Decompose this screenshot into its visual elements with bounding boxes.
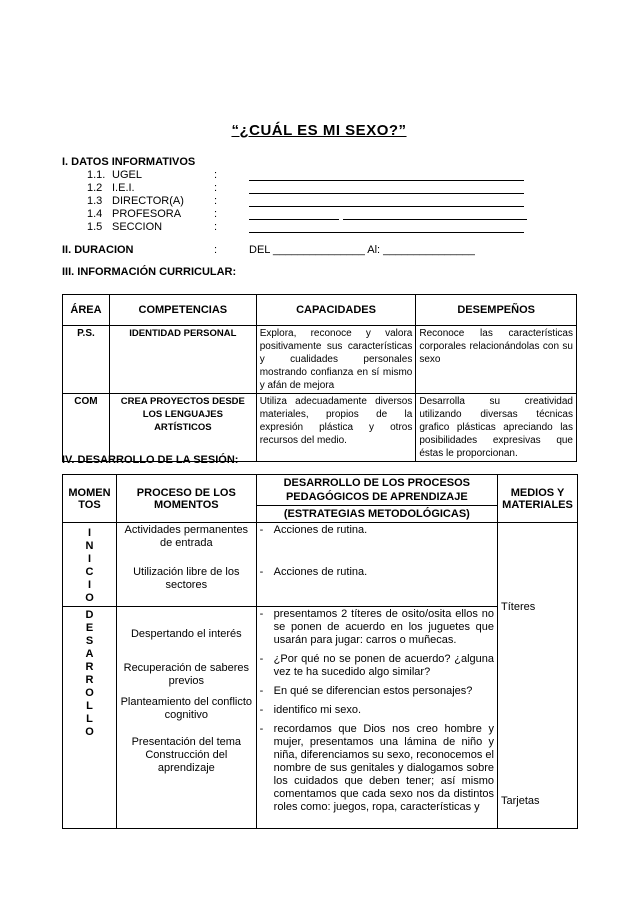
fill-line[interactable] (249, 208, 339, 220)
desc-text: En qué se diferencian estos personajes? (273, 685, 473, 697)
fill-line[interactable] (249, 195, 524, 207)
proceso-item: Utilización libre de los sectores (133, 566, 240, 591)
curricular-heading: III. INFORMACIÓN CURRICULAR: (62, 266, 237, 278)
proceso-item: Recuperación de saberes previos (123, 662, 249, 687)
desc-item: - identifico mi sexo. (259, 704, 362, 716)
proceso-item: Despertando el interés (130, 628, 242, 640)
letter: C (85, 566, 94, 578)
desempeno-cell: Desarrolla su creatividad utilizando diversas técnicas grafico plásticas apreciando las posibilidades expresivas que éstas le proporcionan. (416, 394, 577, 462)
competencia-cell: CREA PROYECTOS DESDE LOS LENGUAJES ARTÍSTICOS (109, 394, 256, 462)
info-label: PROFESORA (112, 208, 182, 220)
medio-item: Títeres (501, 601, 536, 613)
area-cell: COM (63, 394, 110, 462)
desc-text: presentamos 2 títeres de osito/osita ellos no se ponen de acuerdo en los juguetes que usarán para jugar: carros o muñecas. (273, 608, 494, 646)
desc-item: - recordamos que Dios nos creo hombre y mujer, presentamos una lámina de niño y niña, diferenciamos su sexo, reconocemos el nombre de sus genitales y dialogamos sobre los cuidados que deben tener; así mismo comentamos que cada sexo nos da distintos roles como: juegos, ropa, características y (259, 723, 494, 813)
desarrollo-label (63, 607, 117, 829)
letter: D (85, 609, 94, 621)
header-desarrollo-title: DESARROLLO DE LOS PROCESOS PEDAGÓGICOS DE APRENDIZAJE (283, 477, 471, 503)
page-title: “¿CUÁL ES MI SEXO?” (231, 122, 407, 139)
letter: S (85, 635, 94, 647)
table-row (63, 326, 577, 394)
fill-line[interactable] (249, 221, 524, 233)
desarrollo-header-row (63, 475, 578, 523)
letter: O (85, 687, 94, 699)
info-colon: : (214, 169, 218, 181)
desarrollo-heading: IV. DESARROLLO DE LA SESIÓN: (62, 454, 239, 466)
desc-text: identifico mi sexo. (273, 704, 362, 716)
letter: O (85, 726, 94, 738)
letter: I (87, 553, 92, 565)
letter: I (87, 527, 92, 539)
info-colon: : (214, 208, 218, 220)
letter: R (85, 674, 94, 686)
info-num: 1.1. (87, 169, 106, 181)
fill-line[interactable] (249, 169, 524, 181)
capacidad-cell: Explora, reconoce y valora positivamente sus características y cualidades personales mostrando confianza en sí mismo y afán de mejora (256, 326, 416, 394)
inicio-row (63, 523, 578, 607)
duracion-colon: : (214, 244, 218, 256)
duracion-row (62, 244, 542, 258)
header-desarrollo (256, 475, 497, 523)
header-medios: MEDIOS Y MATERIALES (498, 475, 578, 523)
proceso-item: Planteamiento del conflicto cognitivo (120, 696, 253, 721)
desc-text: ¿Por qué no se ponen de acuerdo? ¿alguna vez te ha sucedido algo similar? (273, 653, 494, 678)
desarrollo-table (62, 474, 578, 829)
header-competencias: COMPETENCIAS (109, 295, 256, 326)
datos-heading: I. DATOS INFORMATIVOS (62, 156, 196, 168)
letter: O (85, 592, 94, 604)
proceso-item: Actividades permanentes de entrada (124, 524, 249, 549)
header-area: ÁREA (63, 295, 110, 326)
letter: L (86, 700, 93, 712)
header-proceso: PROCESO DE LOS MOMENTOS (116, 475, 256, 523)
info-row-seccion (62, 221, 542, 234)
letter: E (85, 622, 94, 634)
info-label: SECCION (112, 221, 163, 233)
info-num: 1.4 (87, 208, 103, 220)
header-desempenos: DESEMPEÑOS (416, 295, 577, 326)
desc-item: - Acciones de rutina. (260, 524, 494, 560)
info-label: DIRECTOR(A) (112, 195, 184, 207)
letter: N (85, 540, 94, 552)
info-num: 1.5 (87, 221, 103, 233)
info-row-profesora (62, 208, 542, 221)
header-momentos: MOMEN TOS (63, 475, 117, 523)
capacidad-cell: Utiliza adecuadamente diversos materiales, propios de la expresión plástica y otros recursos del medio. (256, 394, 416, 462)
proceso-item: Construcción del aprendizaje (145, 749, 228, 774)
inicio-procesos (116, 523, 256, 607)
proceso-item: Presentación del tema (131, 736, 242, 748)
duracion-label: II. DURACION (62, 244, 134, 256)
desc-item: - ¿Por qué no se ponen de acuerdo? ¿alguna vez te ha sucedido algo similar? (259, 653, 494, 678)
fill-line[interactable] (343, 208, 527, 220)
header-capacidades: CAPACIDADES (256, 295, 416, 326)
curricular-table (62, 294, 577, 462)
area-cell: P.S. (63, 326, 110, 394)
inicio-label (63, 523, 117, 607)
medios-cell (498, 523, 578, 829)
info-row-director (62, 195, 542, 208)
info-colon: : (214, 195, 218, 207)
letter: R (85, 661, 94, 673)
info-row-ugel (62, 169, 542, 182)
letter: A (85, 648, 94, 660)
info-colon: : (214, 182, 218, 194)
competencia-cell: IDENTIDAD PERSONAL (109, 326, 256, 394)
fill-line[interactable] (249, 182, 524, 194)
desempeno-cell: Reconoce las características corporales relacionándolas con su sexo (416, 326, 577, 394)
info-num: 1.2 (87, 182, 103, 194)
info-label: I.E.I. (112, 182, 135, 194)
curricular-header-row (63, 295, 577, 326)
letter: L (86, 713, 93, 725)
info-label: UGEL (112, 169, 142, 181)
header-estrategias: (ESTRATEGIAS METODOLÓGICAS) (257, 505, 497, 522)
desarrollo-descripcion (256, 607, 497, 829)
info-num: 1.3 (87, 195, 103, 207)
letter: I (87, 579, 92, 591)
table-row (63, 394, 577, 462)
info-row-iei (62, 182, 542, 195)
inicio-descripcion (256, 523, 497, 607)
desc-item: - Acciones de rutina. (259, 566, 368, 578)
desc-text: Acciones de rutina. (273, 524, 368, 536)
info-colon: : (214, 221, 218, 233)
desc-text: Acciones de rutina. (273, 566, 368, 578)
desarrollo-procesos (116, 607, 256, 829)
desc-item: - En qué se diferencian estos personajes? (259, 685, 473, 697)
page-cutoff (0, 834, 638, 903)
medio-item: Tarjetas (501, 795, 540, 807)
duracion-range: DEL _______________ Al: _______________ (249, 244, 475, 256)
desc-item: - presentamos 2 títeres de osito/osita ellos no se ponen de acuerdo en los juguetes que usarán para jugar: carros o muñecas. (259, 608, 494, 646)
desc-text: recordamos que Dios nos creo hombre y mujer, presentamos una lámina de niño y niña, diferenciamos su sexo, reconocemos el nombre de sus genitales y dialogamos sobre los cuidados que deben tener; así mismo comentamos que cada sexo nos da distintos roles como: juegos, ropa, características y (273, 723, 494, 813)
